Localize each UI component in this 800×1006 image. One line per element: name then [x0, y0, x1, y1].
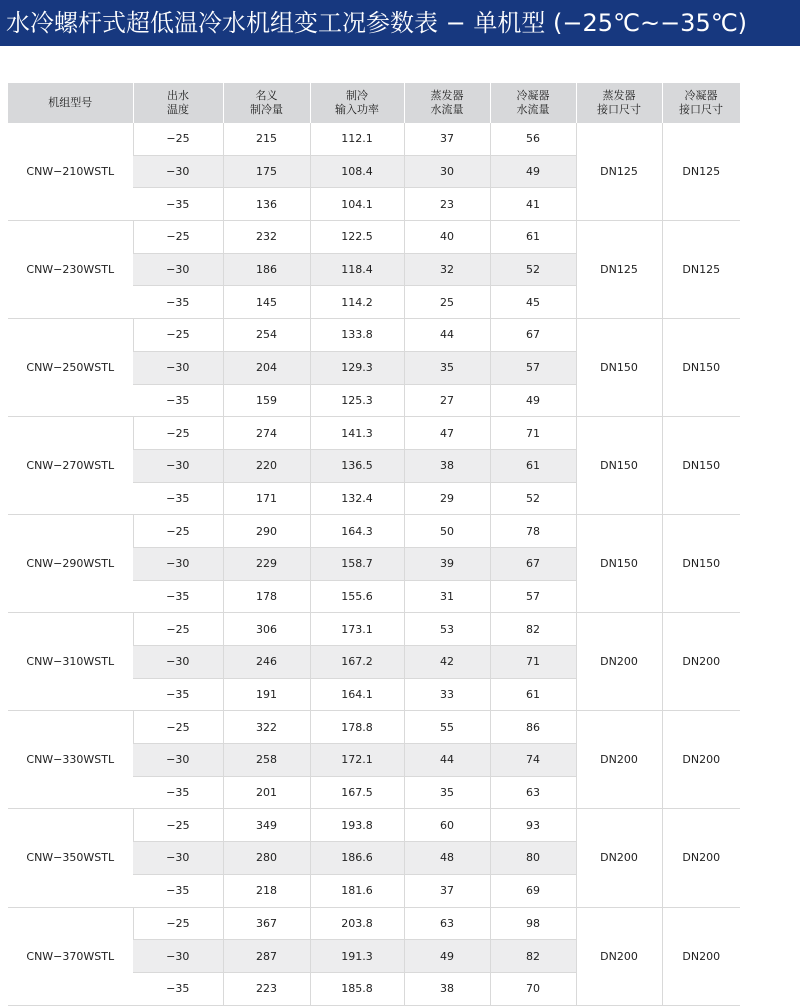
capacity-cell: 204: [223, 351, 310, 384]
input-power-cell: 112.1: [310, 123, 404, 155]
header-label: 名义: [255, 89, 278, 102]
cond-flow-cell: 52: [490, 253, 576, 286]
cond-flow-cell: 78: [490, 515, 576, 548]
input-power-cell: 191.3: [310, 940, 404, 973]
parameter-table: [8, 83, 741, 1006]
header-label: 温度: [167, 103, 189, 116]
header-model: [8, 83, 133, 123]
input-power-cell: 125.3: [310, 384, 404, 417]
evap-conn-cell: DN200: [576, 711, 662, 809]
page-title: 水冷螺杆式超低温冷水机组变工况参数表 − 单机型 (−25℃~−35℃): [6, 9, 748, 37]
evap-flow-cell: 25: [404, 286, 490, 319]
cond-flow-cell: 98: [490, 907, 576, 940]
header-evap-conn: [576, 83, 662, 123]
header-label: 制冷量: [250, 103, 283, 116]
cond-flow-cell: 69: [490, 874, 576, 907]
cond-flow-cell: 57: [490, 580, 576, 613]
evap-flow-cell: 47: [404, 417, 490, 450]
header-outlet-temp: [133, 83, 223, 123]
input-power-cell: 167.5: [310, 776, 404, 809]
cond-flow-cell: 56: [490, 123, 576, 155]
evap-flow-cell: 37: [404, 874, 490, 907]
evap-flow-cell: 53: [404, 613, 490, 646]
table-row: [8, 809, 740, 842]
capacity-cell: 215: [223, 123, 310, 155]
model-cell: CNW−250WSTL: [8, 319, 133, 417]
capacity-cell: 218: [223, 874, 310, 907]
capacity-cell: 322: [223, 711, 310, 744]
cond-conn-cell: DN125: [662, 123, 740, 221]
capacity-cell: 232: [223, 221, 310, 254]
evap-conn-cell: DN150: [576, 515, 662, 613]
input-power-cell: 164.3: [310, 515, 404, 548]
cond-flow-cell: 49: [490, 384, 576, 417]
model-cell: CNW−350WSTL: [8, 809, 133, 907]
evap-flow-cell: 49: [404, 940, 490, 973]
cond-conn-cell: DN150: [662, 417, 740, 515]
evap-flow-cell: 42: [404, 646, 490, 679]
outlet-temp-cell: −35: [133, 384, 223, 417]
cond-flow-cell: 61: [490, 678, 576, 711]
outlet-temp-cell: −35: [133, 482, 223, 515]
header-label: 冷凝器: [516, 89, 550, 102]
header-cond-flow: [490, 83, 576, 123]
header-label: 机组型号: [48, 96, 93, 109]
outlet-temp-cell: −25: [133, 711, 223, 744]
cond-flow-cell: 86: [490, 711, 576, 744]
evap-conn-cell: DN125: [576, 123, 662, 221]
capacity-cell: 280: [223, 842, 310, 875]
evap-flow-cell: 35: [404, 351, 490, 384]
cond-flow-cell: 70: [490, 972, 576, 1005]
capacity-cell: 223: [223, 972, 310, 1005]
evap-flow-cell: 37: [404, 123, 490, 155]
header-label: 蒸发器: [602, 89, 636, 102]
cond-flow-cell: 52: [490, 482, 576, 515]
evap-flow-cell: 35: [404, 776, 490, 809]
outlet-temp-cell: −25: [133, 907, 223, 940]
header-input-power: [310, 83, 404, 123]
outlet-temp-cell: −35: [133, 972, 223, 1005]
capacity-cell: 258: [223, 744, 310, 777]
input-power-cell: 158.7: [310, 547, 404, 580]
outlet-temp-cell: −30: [133, 155, 223, 188]
model-cell: CNW−310WSTL: [8, 613, 133, 711]
cond-flow-cell: 61: [490, 221, 576, 254]
input-power-cell: 104.1: [310, 188, 404, 221]
evap-flow-cell: 55: [404, 711, 490, 744]
header-label: 接口尺寸: [597, 103, 641, 116]
capacity-cell: 145: [223, 286, 310, 319]
table-row: [8, 123, 740, 155]
capacity-cell: 191: [223, 678, 310, 711]
capacity-cell: 306: [223, 613, 310, 646]
header-cond-conn: [662, 83, 740, 123]
input-power-cell: 114.2: [310, 286, 404, 319]
outlet-temp-cell: −30: [133, 842, 223, 875]
outlet-temp-cell: −35: [133, 874, 223, 907]
capacity-cell: 254: [223, 319, 310, 352]
evap-flow-cell: 33: [404, 678, 490, 711]
capacity-cell: 367: [223, 907, 310, 940]
outlet-temp-cell: −30: [133, 449, 223, 482]
input-power-cell: 172.1: [310, 744, 404, 777]
input-power-cell: 118.4: [310, 253, 404, 286]
input-power-cell: 186.6: [310, 842, 404, 875]
header-label: 蒸发器: [430, 89, 464, 102]
evap-conn-cell: DN125: [576, 221, 662, 319]
cond-flow-cell: 82: [490, 613, 576, 646]
evap-flow-cell: 38: [404, 449, 490, 482]
capacity-cell: 290: [223, 515, 310, 548]
outlet-temp-cell: −25: [133, 123, 223, 155]
evap-flow-cell: 60: [404, 809, 490, 842]
evap-conn-cell: DN200: [576, 809, 662, 907]
table-row: [8, 613, 740, 646]
capacity-cell: 349: [223, 809, 310, 842]
header-label: 水流量: [516, 103, 550, 116]
outlet-temp-cell: −30: [133, 547, 223, 580]
cond-flow-cell: 74: [490, 744, 576, 777]
input-power-cell: 133.8: [310, 319, 404, 352]
cond-conn-cell: DN150: [662, 319, 740, 417]
header-label: 输入功率: [335, 103, 379, 116]
cond-flow-cell: 82: [490, 940, 576, 973]
cond-flow-cell: 63: [490, 776, 576, 809]
capacity-cell: 171: [223, 482, 310, 515]
capacity-cell: 201: [223, 776, 310, 809]
table-row: [8, 907, 740, 940]
capacity-cell: 175: [223, 155, 310, 188]
cond-flow-cell: 61: [490, 449, 576, 482]
evap-flow-cell: 50: [404, 515, 490, 548]
input-power-cell: 203.8: [310, 907, 404, 940]
outlet-temp-cell: −30: [133, 351, 223, 384]
input-power-cell: 181.6: [310, 874, 404, 907]
evap-conn-cell: DN200: [576, 907, 662, 1005]
outlet-temp-cell: −30: [133, 646, 223, 679]
table-row: [8, 319, 740, 352]
capacity-cell: 287: [223, 940, 310, 973]
cond-flow-cell: 57: [490, 351, 576, 384]
cond-flow-cell: 80: [490, 842, 576, 875]
header-label: 接口尺寸: [679, 103, 723, 116]
outlet-temp-cell: −25: [133, 417, 223, 450]
header-label: 出水: [167, 89, 189, 102]
capacity-cell: 246: [223, 646, 310, 679]
outlet-temp-cell: −30: [133, 744, 223, 777]
evap-flow-cell: 48: [404, 842, 490, 875]
evap-flow-cell: 29: [404, 482, 490, 515]
outlet-temp-cell: −35: [133, 286, 223, 319]
header-label: 冷凝器: [684, 89, 718, 102]
input-power-cell: 141.3: [310, 417, 404, 450]
outlet-temp-cell: −25: [133, 515, 223, 548]
cond-conn-cell: DN200: [662, 613, 740, 711]
model-cell: CNW−270WSTL: [8, 417, 133, 515]
input-power-cell: 164.1: [310, 678, 404, 711]
evap-flow-cell: 30: [404, 155, 490, 188]
title-bar: [0, 0, 800, 46]
cond-flow-cell: 41: [490, 188, 576, 221]
evap-conn-cell: DN150: [576, 319, 662, 417]
cond-flow-cell: 45: [490, 286, 576, 319]
outlet-temp-cell: −35: [133, 580, 223, 613]
header-label: 制冷: [346, 89, 368, 102]
cond-flow-cell: 49: [490, 155, 576, 188]
outlet-temp-cell: −30: [133, 940, 223, 973]
capacity-cell: 136: [223, 188, 310, 221]
cond-conn-cell: DN125: [662, 221, 740, 319]
evap-flow-cell: 63: [404, 907, 490, 940]
model-cell: CNW−230WSTL: [8, 221, 133, 319]
outlet-temp-cell: −35: [133, 678, 223, 711]
evap-conn-cell: DN150: [576, 417, 662, 515]
input-power-cell: 178.8: [310, 711, 404, 744]
evap-flow-cell: 27: [404, 384, 490, 417]
table-row: [8, 711, 740, 744]
input-power-cell: 132.4: [310, 482, 404, 515]
outlet-temp-cell: −25: [133, 613, 223, 646]
cond-conn-cell: DN150: [662, 515, 740, 613]
header-label: 水流量: [430, 103, 464, 116]
outlet-temp-cell: −30: [133, 253, 223, 286]
capacity-cell: 186: [223, 253, 310, 286]
table-body: [8, 123, 740, 1005]
input-power-cell: 167.2: [310, 646, 404, 679]
evap-flow-cell: 38: [404, 972, 490, 1005]
capacity-cell: 178: [223, 580, 310, 613]
header-capacity: [223, 83, 310, 123]
evap-flow-cell: 40: [404, 221, 490, 254]
evap-conn-cell: DN200: [576, 613, 662, 711]
model-cell: CNW−210WSTL: [8, 123, 133, 221]
evap-flow-cell: 39: [404, 547, 490, 580]
input-power-cell: 173.1: [310, 613, 404, 646]
input-power-cell: 108.4: [310, 155, 404, 188]
header-evap-flow: [404, 83, 490, 123]
outlet-temp-cell: −25: [133, 319, 223, 352]
cond-flow-cell: 71: [490, 417, 576, 450]
input-power-cell: 193.8: [310, 809, 404, 842]
capacity-cell: 159: [223, 384, 310, 417]
table-row: [8, 515, 740, 548]
input-power-cell: 122.5: [310, 221, 404, 254]
capacity-cell: 220: [223, 449, 310, 482]
cond-flow-cell: 67: [490, 547, 576, 580]
input-power-cell: 129.3: [310, 351, 404, 384]
cond-conn-cell: DN200: [662, 907, 740, 1005]
cond-conn-cell: DN200: [662, 711, 740, 809]
cond-conn-cell: DN200: [662, 809, 740, 907]
evap-flow-cell: 44: [404, 744, 490, 777]
input-power-cell: 136.5: [310, 449, 404, 482]
capacity-cell: 229: [223, 547, 310, 580]
outlet-temp-cell: −25: [133, 221, 223, 254]
outlet-temp-cell: −25: [133, 809, 223, 842]
evap-flow-cell: 32: [404, 253, 490, 286]
outlet-temp-cell: −35: [133, 776, 223, 809]
cond-flow-cell: 67: [490, 319, 576, 352]
table-row: [8, 417, 740, 450]
model-cell: CNW−330WSTL: [8, 711, 133, 809]
capacity-cell: 274: [223, 417, 310, 450]
input-power-cell: 155.6: [310, 580, 404, 613]
cond-flow-cell: 71: [490, 646, 576, 679]
evap-flow-cell: 44: [404, 319, 490, 352]
model-cell: CNW−370WSTL: [8, 907, 133, 1005]
evap-flow-cell: 31: [404, 580, 490, 613]
header-row: [8, 83, 740, 123]
cond-flow-cell: 93: [490, 809, 576, 842]
evap-flow-cell: 23: [404, 188, 490, 221]
input-power-cell: 185.8: [310, 972, 404, 1005]
model-cell: CNW−290WSTL: [8, 515, 133, 613]
outlet-temp-cell: −35: [133, 188, 223, 221]
table-row: [8, 221, 740, 254]
